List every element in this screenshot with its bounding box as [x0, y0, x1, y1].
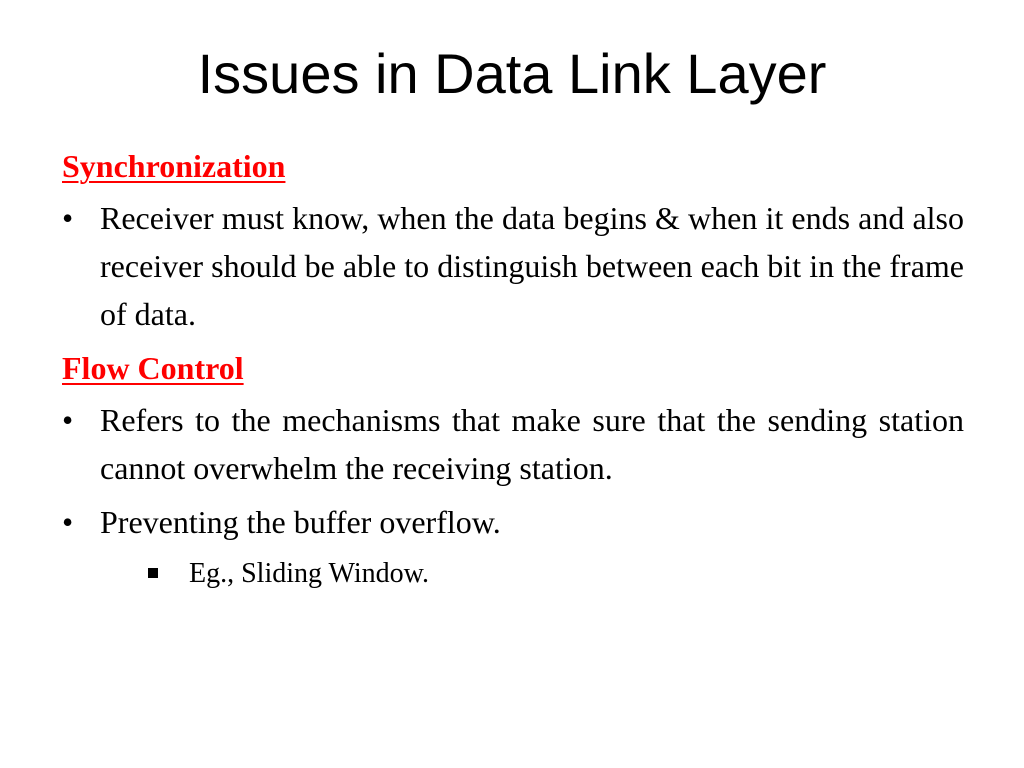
section-heading-synchronization: Synchronization [62, 148, 286, 184]
bullet-text: Refers to the mechanisms that make sure that the sending station cannot overwhelm the receiving station. [100, 402, 964, 486]
bullet-dot-icon: • [62, 200, 74, 236]
bullet-item [62, 194, 964, 338]
slide-content [62, 138, 964, 596]
bullet-text: Receiver must know, when the data begins & when it ends and also receiver should be able to distinguish between each bit in the frame of data. [100, 200, 964, 332]
square-bullet-icon [148, 568, 158, 578]
sub-bullet-text: Eg., Sliding Window. [189, 558, 429, 589]
bullet-dot-icon: • [62, 402, 74, 438]
bullet-item [62, 498, 964, 546]
section-heading-flow-control: Flow Control [62, 350, 244, 386]
bullet-item [62, 396, 964, 492]
slide-title: Issues in Data Link Layer [197, 42, 827, 105]
bullet-text: Preventing the buffer overflow. [100, 504, 501, 540]
bullet-dot-icon: • [62, 504, 74, 540]
sub-bullet-item [62, 552, 964, 596]
